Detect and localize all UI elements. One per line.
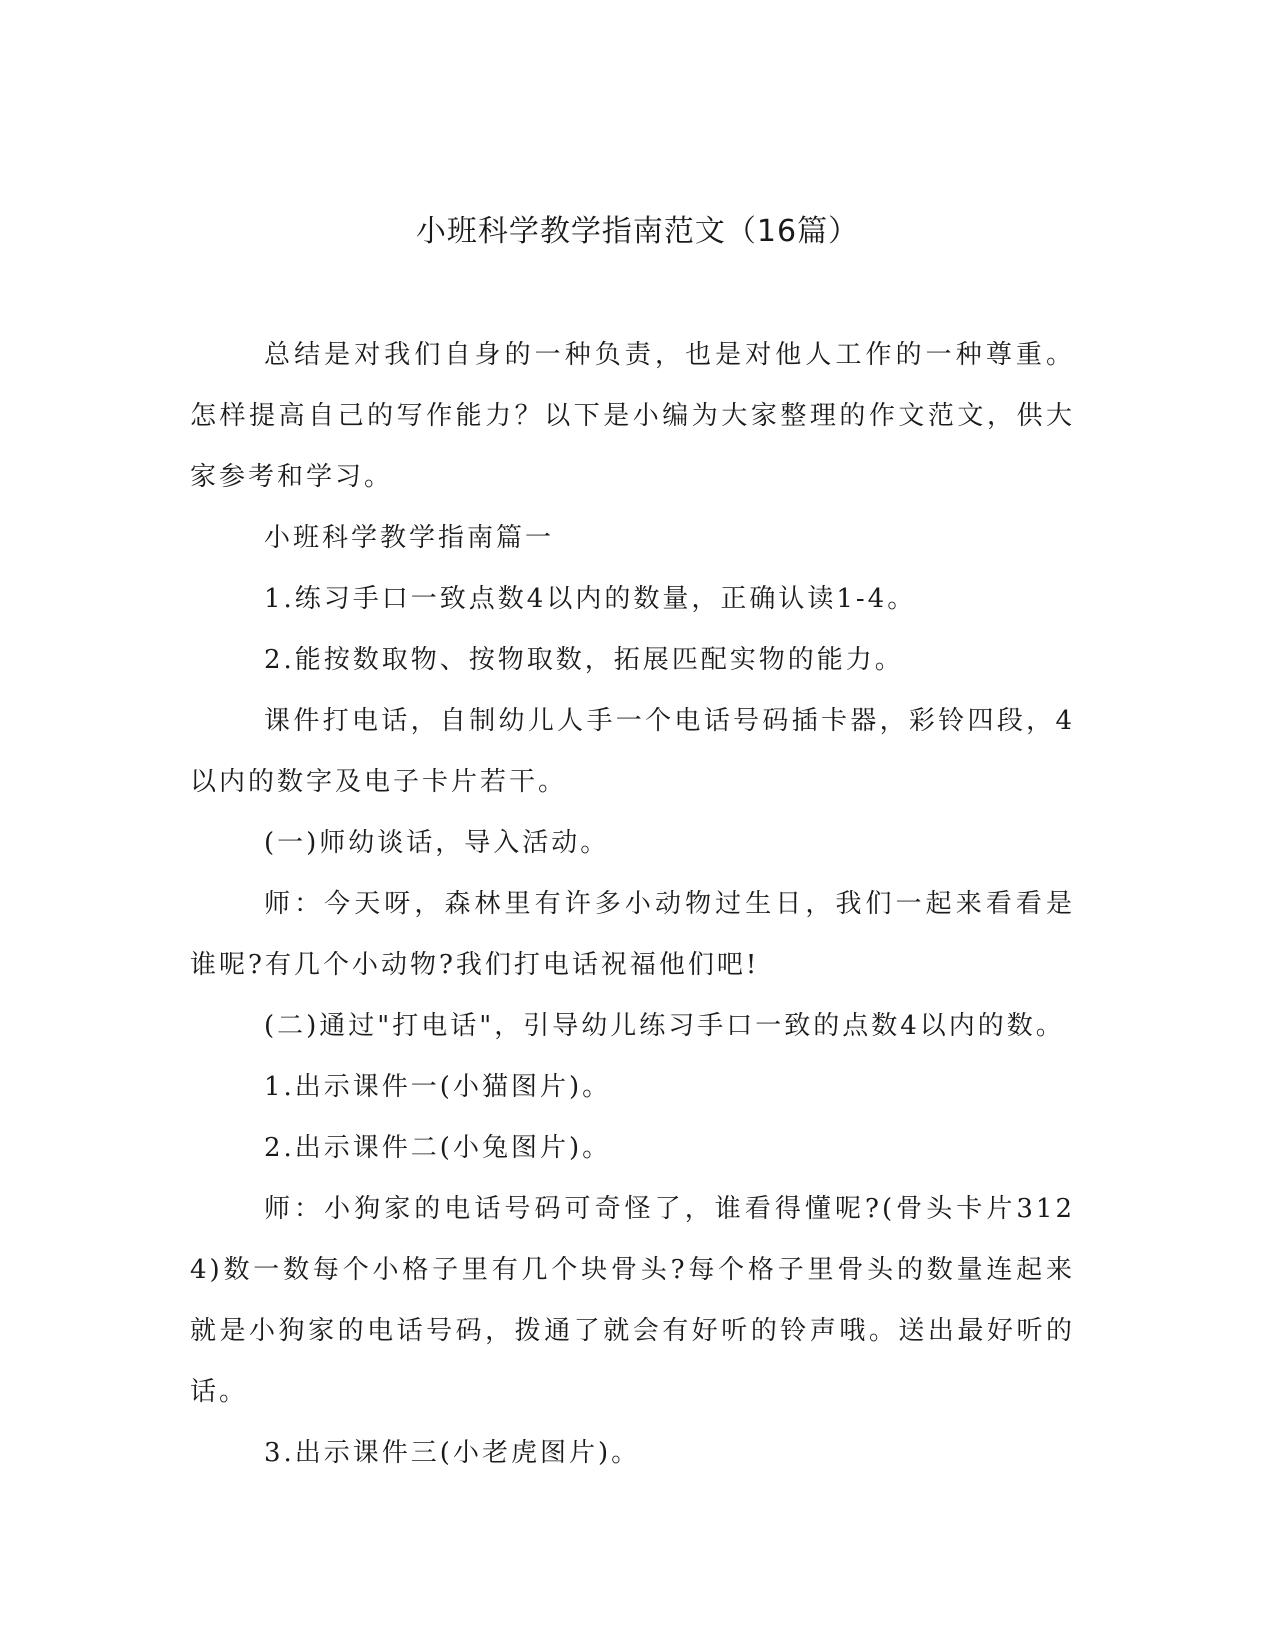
courseware-item-3: 3.出示课件三(小老虎图片)。 — [264, 1438, 641, 1468]
materials-paragraph: 课件打电话，自制幼儿人手一个电话号码插卡器，彩铃四段，4以内的数字及电子卡片若干。 — [190, 706, 1075, 797]
document-title: 小班科学教学指南范文（16篇） — [415, 214, 860, 249]
teacher-dialogue-1: 师：今天呀，森林里有许多小动物过生日，我们一起来看看是谁呢?有几个小动物?我们打电话祝福他们吧! — [190, 889, 1075, 980]
section-heading: 小班科学教学指南篇一 — [264, 523, 555, 553]
step-2-heading: (二)通过"打电话"，引导幼儿练习手口一致的点数4以内的数。 — [264, 1011, 1065, 1041]
goal-item-1: 1.练习手口一致点数4以内的数量，正确认读1-4。 — [264, 584, 917, 614]
step-1-heading: (一)师幼谈话，导入活动。 — [264, 828, 610, 858]
intro-paragraph: 总结是对我们自身的一种负责，也是对他人工作的一种尊重。怎样提高自己的写作能力？以下是小编为大家整理的作文范文，供大家参考和学习。 — [190, 340, 1075, 492]
courseware-item-2: 2.出示课件二(小兔图片)。 — [264, 1133, 612, 1163]
document-body — [190, 325, 1075, 1484]
goal-item-2: 2.能按数取物、按物取数，拓展匹配实物的能力。 — [264, 645, 904, 675]
courseware-item-1: 1.出示课件一(小猫图片)。 — [264, 1072, 612, 1102]
teacher-dialogue-2: 师：小狗家的电话号码可奇怪了，谁看得懂呢?(骨头卡片3124)数一数每个小格子里有几个块骨头?每个格子里骨头的数量连起来就是小狗家的电话号码，拨通了就会有好听的铃声哦。送出最好听的话。 — [190, 1194, 1075, 1407]
